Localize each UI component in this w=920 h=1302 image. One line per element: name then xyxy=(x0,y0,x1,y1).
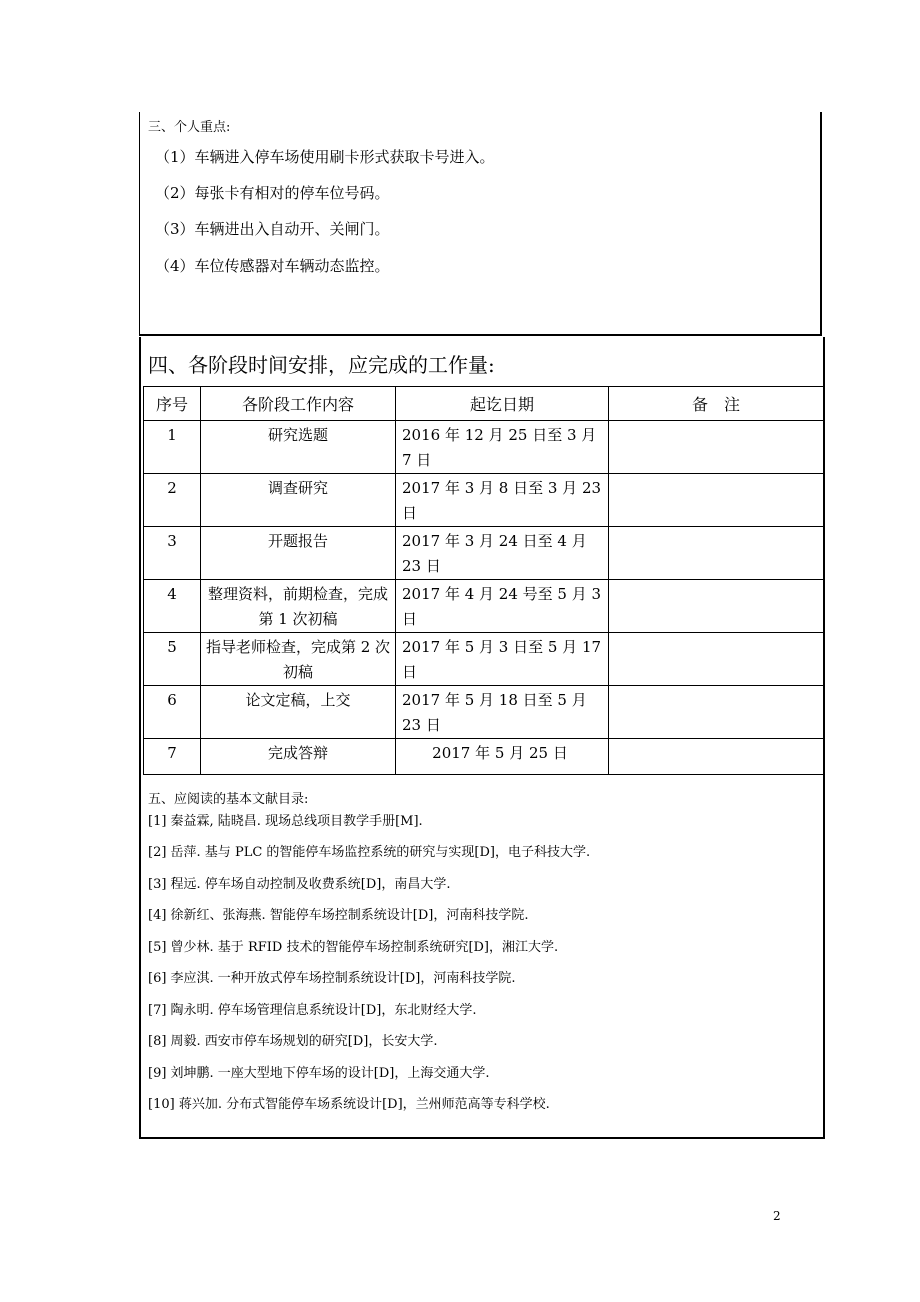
row-no: 6 xyxy=(144,686,201,739)
reference-item: [3] 程远. 停车场自动控制及收费系统[D]，南昌大学. xyxy=(148,877,451,892)
row-task: 研究选题 xyxy=(201,421,396,474)
key-point-4: （4）车位传感器对车辆动态监控。 xyxy=(155,257,390,275)
table-row xyxy=(144,421,824,474)
header-date: 起讫日期 xyxy=(396,387,609,421)
reference-item: [1] 秦益霖, 陆晓昌. 现场总线项目教学手册[M]. xyxy=(148,814,423,829)
row-no: 7 xyxy=(144,739,201,775)
row-task: 整理资料，前期检查，完成第 1 次初稿 xyxy=(201,580,396,633)
header-task: 各阶段工作内容 xyxy=(201,387,396,421)
table-row xyxy=(144,580,824,633)
row-date: 2017 年 5 月 18 日至 5 月 23 日 xyxy=(396,686,609,739)
row-no: 3 xyxy=(144,527,201,580)
reference-item: [8] 周毅. 西安市停车场规划的研究[D]，长安大学. xyxy=(148,1034,438,1049)
row-note xyxy=(609,421,824,474)
key-point-3: （3）车辆进出入自动开、关闸门。 xyxy=(155,220,390,238)
row-date: 2016 年 12 月 25 日至 3 月 7 日 xyxy=(396,421,609,474)
header-no: 序号 xyxy=(144,387,201,421)
row-note xyxy=(609,633,824,686)
row-date: 2017 年 4 月 24 号至 5 月 3 日 xyxy=(396,580,609,633)
row-task: 调查研究 xyxy=(201,474,396,527)
table-header-row xyxy=(144,387,824,421)
reference-item: [5] 曾少林. 基于 RFID 技术的智能停车场控制系统研究[D]，湘江大学. xyxy=(148,940,559,955)
row-note xyxy=(609,474,824,527)
row-no: 1 xyxy=(144,421,201,474)
key-point-1: （1）车辆进入停车场使用刷卡形式获取卡号进入。 xyxy=(155,148,495,166)
row-task: 论文定稿，上交 xyxy=(201,686,396,739)
reference-item: [10] 蒋兴加. 分布式智能停车场系统设计[D]，兰州师范高等专科学校. xyxy=(148,1097,550,1112)
row-note xyxy=(609,686,824,739)
row-date: 2017 年 3 月 8 日至 3 月 23 日 xyxy=(396,474,609,527)
table-row xyxy=(144,527,824,580)
header-note: 备 注 xyxy=(609,387,824,421)
reference-item: [6] 李应淇. 一种开放式停车场控制系统设计[D]，河南科技学院. xyxy=(148,971,516,986)
reference-item: [2] 岳萍. 基与 PLC 的智能停车场监控系统的研究与实现[D]，电子科技大学. xyxy=(148,845,591,860)
row-no: 5 xyxy=(144,633,201,686)
key-point-2: （2）每张卡有相对的停车位号码。 xyxy=(155,184,390,202)
section-5-title: 五、应阅读的基本文献目录: xyxy=(148,792,309,807)
row-no: 2 xyxy=(144,474,201,527)
row-task: 开题报告 xyxy=(201,527,396,580)
row-date: 2017 年 5 月 25 日 xyxy=(396,739,609,775)
row-no: 4 xyxy=(144,580,201,633)
table-row xyxy=(144,474,824,527)
row-task: 完成答辩 xyxy=(201,739,396,775)
table-row xyxy=(144,633,824,686)
schedule-table xyxy=(143,386,824,775)
reference-item: [7] 陶永明. 停车场管理信息系统设计[D]，东北财经大学. xyxy=(148,1003,477,1018)
reference-item: [4] 徐新红、张海燕. 智能停车场控制系统设计[D]，河南科技学院. xyxy=(148,908,529,923)
row-note xyxy=(609,527,824,580)
section-4-title: 四、各阶段时间安排，应完成的工作量: xyxy=(148,353,495,377)
section-3-title: 三、个人重点: xyxy=(148,120,231,135)
row-task: 指导老师检查，完成第 2 次初稿 xyxy=(201,633,396,686)
page-number: 2 xyxy=(773,1209,781,1223)
table-row xyxy=(144,686,824,739)
row-note xyxy=(609,580,824,633)
row-date: 2017 年 5 月 3 日至 5 月 17 日 xyxy=(396,633,609,686)
row-date: 2017 年 3 月 24 日至 4 月 23 日 xyxy=(396,527,609,580)
reference-item: [9] 刘坤鹏. 一座大型地下停车场的设计[D]，上海交通大学. xyxy=(148,1066,490,1081)
